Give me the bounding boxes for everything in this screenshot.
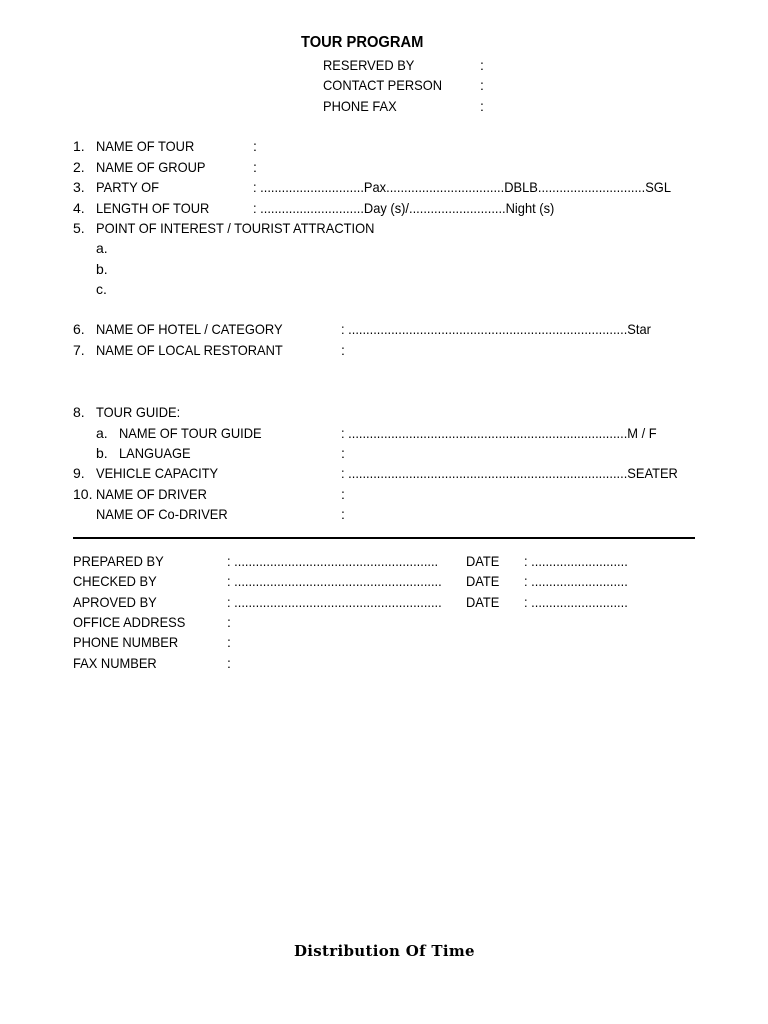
item-number: 4. <box>73 200 85 216</box>
sub-item-b: b. <box>96 261 108 277</box>
party-of-value: : .............................Pax.................................DBLB..............................SGL <box>253 179 671 195</box>
sub-item-a: a. <box>96 240 108 256</box>
checked-date-value: : ........................... <box>524 573 628 589</box>
item-number: 3. <box>73 179 85 195</box>
fax-number-label: FAX NUMBER <box>73 655 157 671</box>
item-number: 5. <box>73 220 85 236</box>
item-number: 2. <box>73 159 85 175</box>
footer-title: Distribution Of Time <box>294 942 475 960</box>
phone-number-value: : <box>227 634 231 650</box>
local-restaurant-value: : <box>341 342 345 358</box>
tour-guide-name-value: : ..............................................................................M / F <box>341 425 657 441</box>
fax-number-value: : <box>227 655 231 671</box>
sub-item-a: a. <box>96 425 108 441</box>
reserved-by-label: RESERVED BY <box>323 57 415 73</box>
phone-fax-colon: : <box>480 98 484 114</box>
checked-date-label: DATE <box>466 573 500 589</box>
prepared-by-label: PREPARED BY <box>73 553 164 569</box>
page-title: TOUR PROGRAM <box>301 34 424 51</box>
prepared-date-value: : ........................... <box>524 553 628 569</box>
tour-guide-name-label: NAME OF TOUR GUIDE <box>119 425 262 441</box>
length-of-tour-label: LENGTH OF TOUR <box>96 200 210 216</box>
approved-by-label: APROVED BY <box>73 594 157 610</box>
sub-item-b: b. <box>96 445 108 461</box>
approved-date-value: : ........................... <box>524 594 628 610</box>
reserved-by-colon: : <box>480 57 484 73</box>
item-number: 8. <box>73 404 85 420</box>
driver-name-value: : <box>341 486 345 502</box>
co-driver-label: NAME OF Co-DRIVER <box>96 506 228 522</box>
local-restaurant-label: NAME OF LOCAL RESTORANT <box>96 342 283 358</box>
vehicle-capacity-value: : ..............................................................................SEATER <box>341 465 678 481</box>
prepared-date-label: DATE <box>466 553 500 569</box>
tour-guide-label: TOUR GUIDE: <box>96 404 181 420</box>
length-of-tour-value: : .............................Day (s)/...........................Night (s) <box>253 200 555 216</box>
name-of-tour-value: : <box>253 138 257 154</box>
approved-by-value: : .......................................................... <box>227 594 442 610</box>
party-of-label: PARTY OF <box>96 179 159 195</box>
name-of-tour-label: NAME OF TOUR <box>96 138 195 154</box>
contact-person-label: CONTACT PERSON <box>323 77 443 93</box>
section-divider <box>73 537 695 539</box>
point-of-interest-label: POINT OF INTEREST / TOURIST ATTRACTION <box>96 220 375 236</box>
item-number: 1. <box>73 138 85 154</box>
name-of-group-value: : <box>253 159 257 175</box>
approved-date-label: DATE <box>466 594 500 610</box>
phone-fax-label: PHONE FAX <box>323 98 397 114</box>
hotel-category-value: : ..............................................................................Star <box>341 321 651 337</box>
driver-name-label: NAME OF DRIVER <box>96 486 207 502</box>
co-driver-value: : <box>341 506 345 522</box>
hotel-category-label: NAME OF HOTEL / CATEGORY <box>96 321 283 337</box>
sub-item-c: c. <box>96 281 107 297</box>
language-value: : <box>341 445 345 461</box>
item-number: 7. <box>73 342 85 358</box>
item-number: 10. <box>73 486 93 502</box>
office-address-value: : <box>227 614 231 630</box>
vehicle-capacity-label: VEHICLE CAPACITY <box>96 465 219 481</box>
item-number: 9. <box>73 465 85 481</box>
item-number: 6. <box>73 321 85 337</box>
contact-person-colon: : <box>480 77 484 93</box>
phone-number-label: PHONE NUMBER <box>73 634 179 650</box>
prepared-by-value: : ......................................................... <box>227 553 439 569</box>
name-of-group-label: NAME OF GROUP <box>96 159 206 175</box>
checked-by-label: CHECKED BY <box>73 573 157 589</box>
office-address-label: OFFICE ADDRESS <box>73 614 186 630</box>
language-label: LANGUAGE <box>119 445 191 461</box>
checked-by-value: : .......................................................... <box>227 573 442 589</box>
